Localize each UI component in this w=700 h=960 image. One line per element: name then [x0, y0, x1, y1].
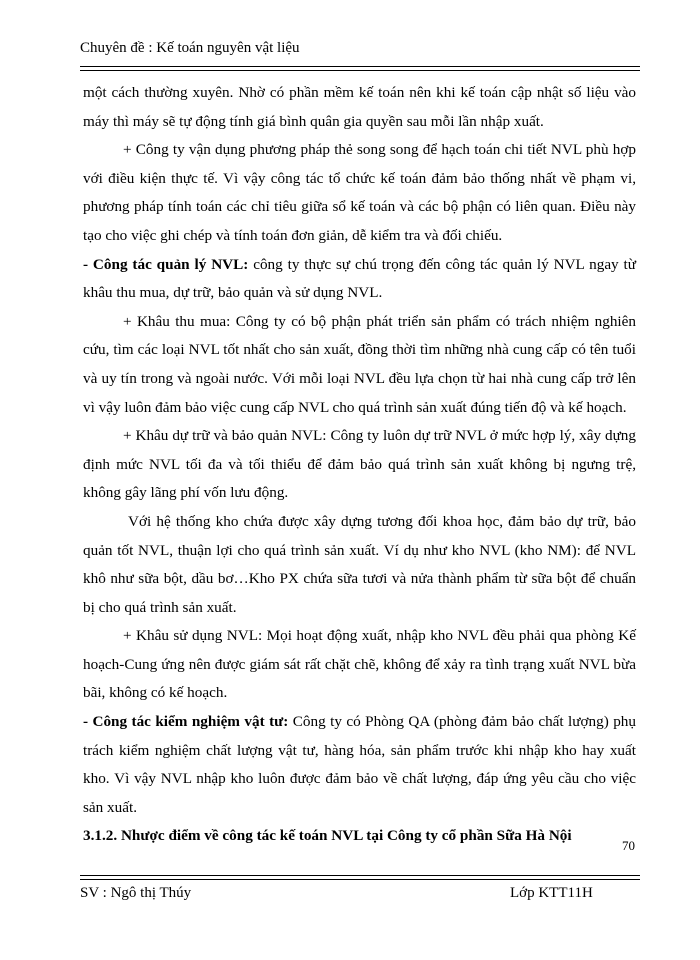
- paragraph-7: + Khâu sử dụng NVL: Mọi hoạt động xuất, nhập kho NVL đều phải qua phòng Kế hoạch-Cung ứng nên được giám sát rất chặt chẽ, không để xảy ra tình trạng xuất NVL bừa bãi, không có kế hoạch.: [83, 627, 636, 702]
- header-divider: [80, 66, 640, 71]
- document-body: [83, 79, 636, 851]
- page-number: 70: [622, 838, 635, 853]
- section-heading: 3.1.2. Nhược điểm về công tác kế toán NVL tại Công ty cổ phần Sữa Hà Nội: [83, 827, 572, 845]
- paragraph-2: + Công ty vận dụng phương pháp thẻ song song để hạch toán chi tiết NVL phù hợp với điều kiện thực tế. Vì vậy công tác tổ chức kế toán đảm bảo thống nhất về phạm vi, phương pháp tính toán các chỉ tiêu giữa sổ kế toán và các bộ phận có liên quan. Điều này tạo cho việc ghi chép và tính toán đơn giản, dễ kiểm tra và đối chiếu.: [83, 141, 636, 244]
- paragraph-4: + Khâu thu mua: Công ty có bộ phận phát triển sản phẩm có trách nhiệm nghiên cứu, tìm các loại NVL tốt nhất cho sản xuất, đồng thời tìm những nhà cung cấp có tên tuổi và uy tín trong và ngoài nước. Với mỗi loại NVL đều lựa chọn từ hai nhà cung cấp trở lên vì vậy luôn đảm bảo việc cung cấp NVL cho quá trình sản xuất đúng tiến độ và kế hoạch.: [83, 312, 636, 416]
- paragraph-5: + Khâu dự trữ và bảo quản NVL: Công ty luôn dự trữ NVL ở mức hợp lý, xây dựng định mức NVL tối đa và tối thiểu để đảm bảo quá trình sản xuất không bị ngưng trệ, không gây lãng phí vốn lưu động.: [83, 427, 636, 502]
- paragraph-1: một cách thường xuyên. Nhờ có phần mềm kế toán nên khi kế toán cập nhật số liệu vào máy thì máy sẽ tự động tính giá bình quân gia quyền sau mỗi lần nhập xuất.: [83, 84, 636, 130]
- footer-class: Lớp KTT11H: [510, 885, 593, 901]
- footer-divider: [80, 875, 640, 880]
- footer-student-name: SV : Ngô thị Thúy: [80, 885, 192, 901]
- paragraph-3-label: - Công tác quản lý NVL:: [83, 255, 249, 273]
- paragraph-8: [83, 708, 636, 822]
- paragraph-3: [83, 251, 636, 308]
- paragraph-3-text: công ty thực sự chú trọng đến công tác quản lý NVL ngay từ khâu thu mua, dự trữ, bảo quản và sử dụng NVL.: [83, 255, 636, 302]
- document-header-title: Chuyên đề : Kế toán nguyên vật liệu: [80, 40, 300, 56]
- paragraph-8-label: - Công tác kiểm nghiệm vật tư:: [83, 713, 289, 731]
- paragraph-8-text: Công ty có Phòng QA (phòng đảm bảo chất lượng) phụ trách kiểm nghiệm chất lượng vật tư, hàng hóa, sản phẩm trước khi nhập kho hay xuất kho. Vì vậy NVL nhập kho luôn được đảm bảo về chất lượng, đáp ứng yêu cầu cho việc sản xuất.: [83, 713, 636, 816]
- paragraph-6: Với hệ thống kho chứa được xây dựng tương đối khoa học, đảm bảo dự trữ, bảo quản tốt NVL, thuận lợi cho quá trình sản xuất. Ví dụ như kho NVL (kho NM): để NVL khô như sữa bột, dầu bơ…Kho PX chứa sữa tươi và nửa thành phẩm từ sữa bột để chuẩn bị cho quá trình sản xuất.: [83, 512, 636, 616]
